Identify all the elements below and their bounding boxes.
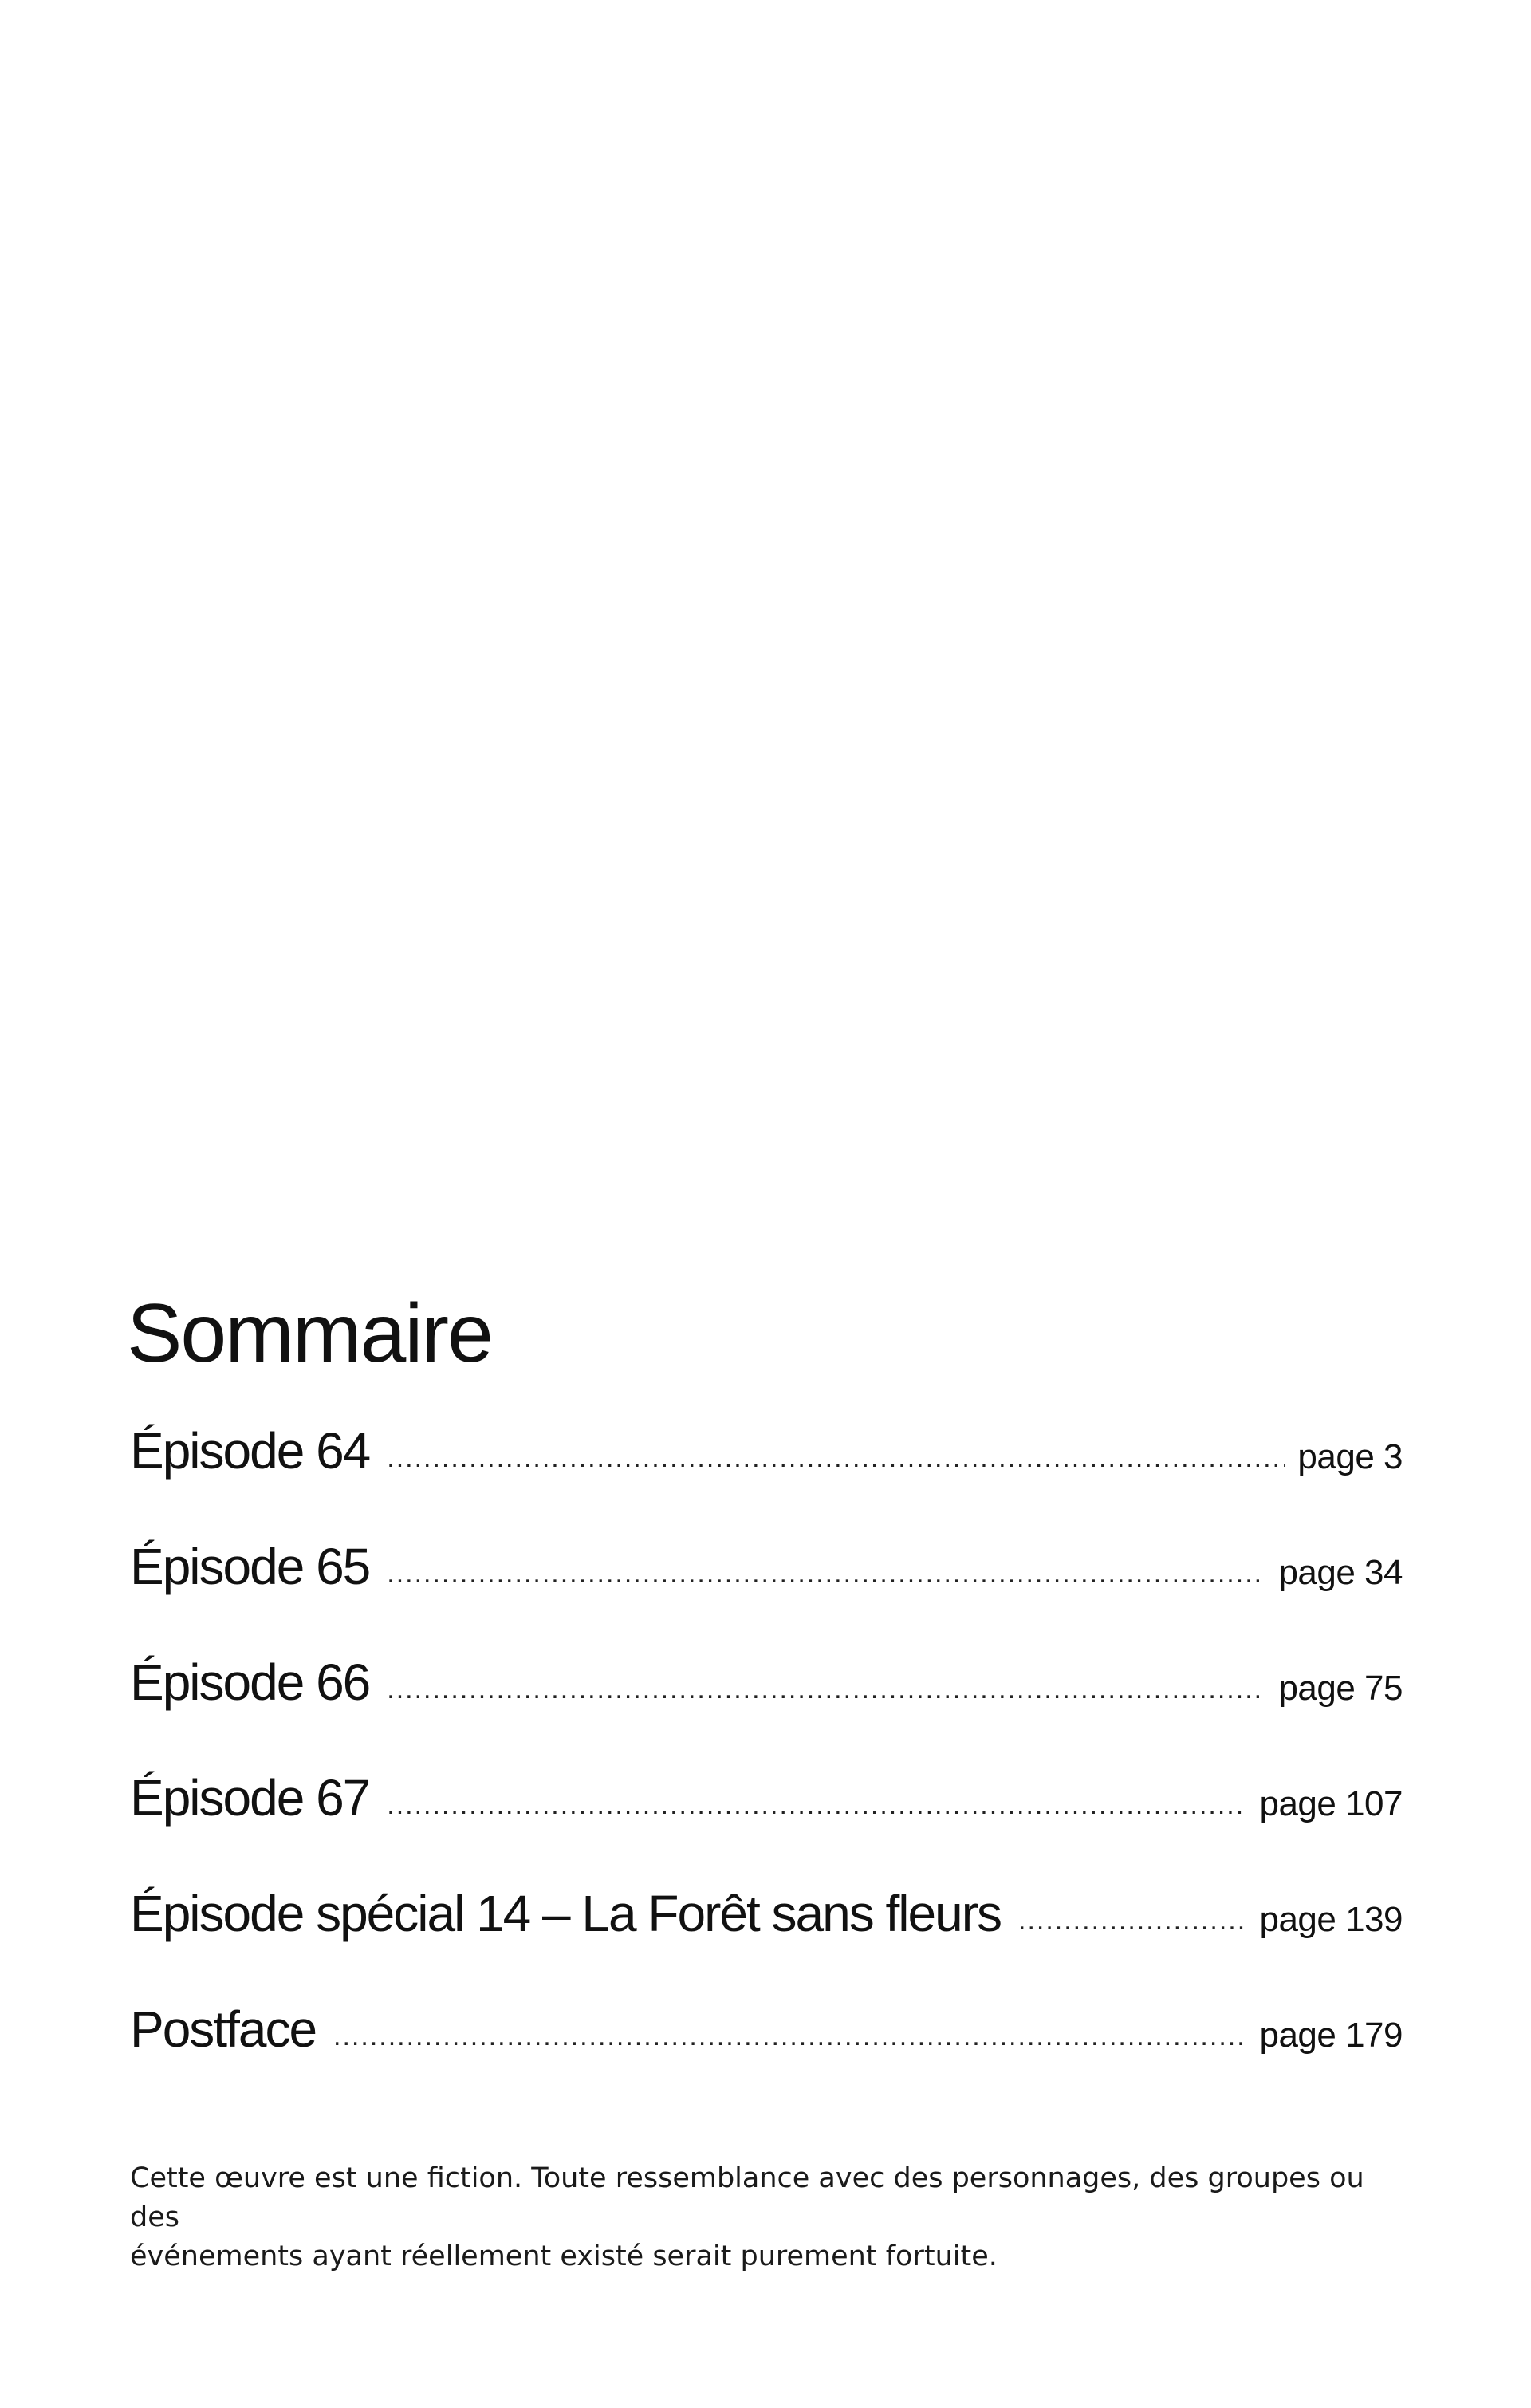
toc-entry[interactable] <box>130 2000 1403 2115</box>
dot-leader <box>387 1559 1265 1590</box>
toc-list <box>130 1421 1403 2115</box>
toc-entry-label: Postface <box>130 2000 317 2058</box>
dot-leader <box>387 1674 1265 1705</box>
toc-entry-page: page 75 <box>1278 1669 1403 1708</box>
toc-entry-label: Épisode 65 <box>130 1538 370 1595</box>
toc-entry-page: page 3 <box>1297 1437 1403 1476</box>
toc-title: Sommaire <box>127 1287 492 1380</box>
disclaimer-line-1: Cette œuvre est une fiction. Toute ressemblance avec des personnages, des groupes ou des <box>130 2162 1364 2233</box>
toc-entry-page: page 107 <box>1259 1784 1403 1823</box>
toc-entry-page: page 139 <box>1259 1900 1403 1939</box>
toc-entry[interactable] <box>130 1537 1403 1653</box>
disclaimer-line-2: événements ayant réellement existé serait purement fortuite. <box>130 2241 998 2272</box>
toc-entry-label: Épisode 64 <box>130 1422 370 1480</box>
toc-entry[interactable] <box>130 1768 1403 1884</box>
dot-leader <box>387 1790 1246 1821</box>
fiction-disclaimer <box>130 2159 1422 2276</box>
dot-leader <box>333 2021 1246 2052</box>
toc-entry[interactable] <box>130 1653 1403 1768</box>
toc-entry-label: Épisode spécial 14 – La Forêt sans fleurs <box>130 1885 1001 1942</box>
table-of-contents <box>127 1287 1403 2115</box>
toc-entry[interactable] <box>130 1884 1403 2000</box>
dot-leader <box>387 1443 1285 1474</box>
dot-leader <box>1018 1906 1246 1937</box>
toc-entry-label: Épisode 66 <box>130 1653 370 1711</box>
toc-entry-label: Épisode 67 <box>130 1769 370 1827</box>
toc-entry[interactable] <box>130 1421 1403 1537</box>
toc-entry-page: page 179 <box>1259 2016 1403 2055</box>
toc-entry-page: page 34 <box>1278 1553 1403 1592</box>
